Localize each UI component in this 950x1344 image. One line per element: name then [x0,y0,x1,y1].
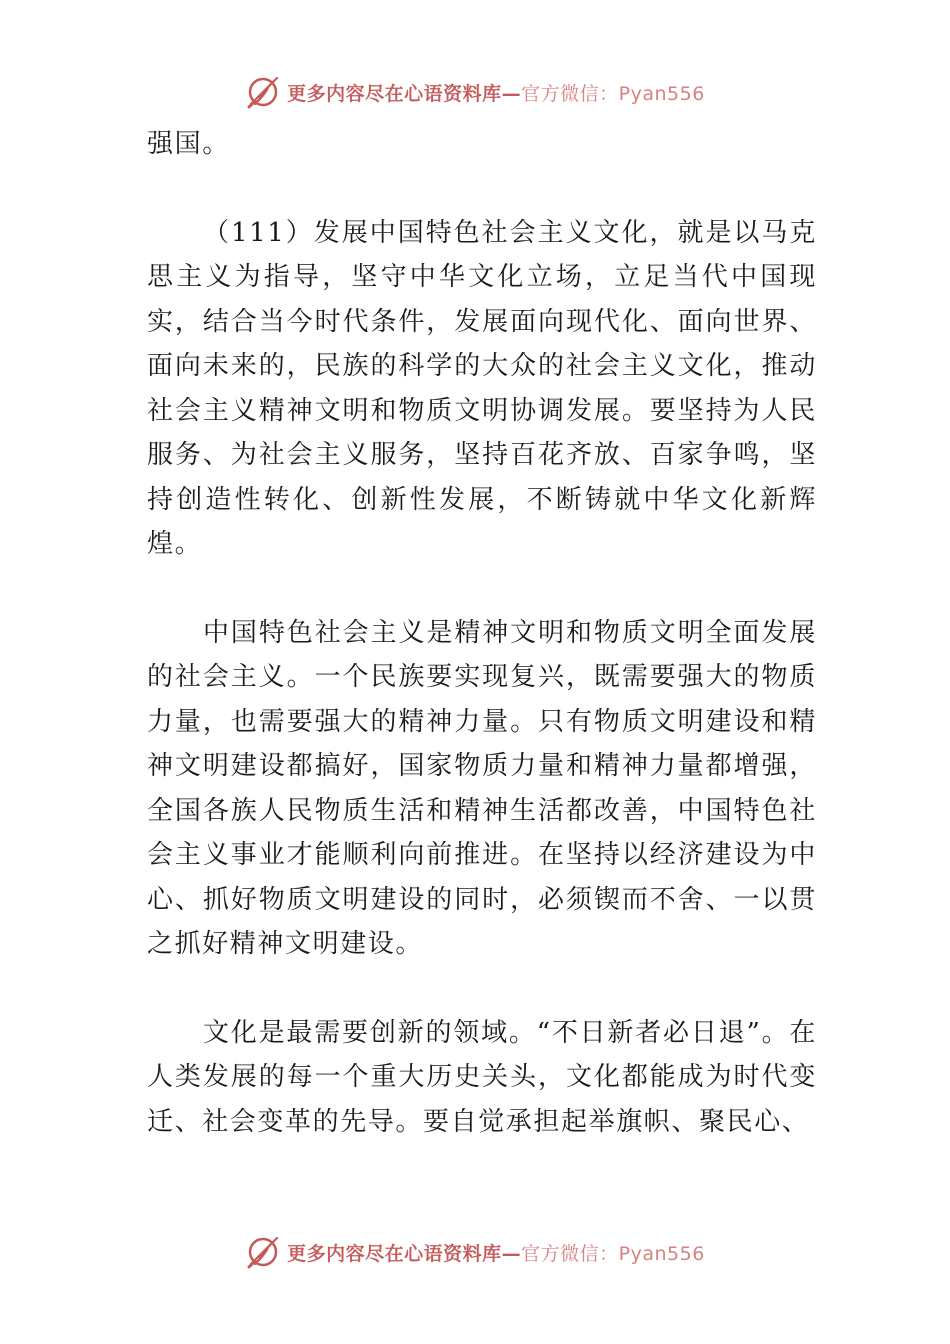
document-body [147,122,817,1144]
paragraph-culture-innovation: 文化是最需要创新的领域。“不日新者必日退”。在人类发展的每一个重大历史关头，文化都能成为时代变迁、社会变革的先导。要自觉承担起举旗帜、聚民心、 [147,1017,817,1137]
paragraph-continuation: 强国。 [147,129,230,159]
banner-text: 更多内容尽在心语资料库—官方微信：Pyan556 [287,82,705,105]
quill-seal-icon [245,74,281,110]
banner-text: 更多内容尽在心语资料库—官方微信：Pyan556 [287,1242,705,1265]
header-watermark-banner [0,72,950,112]
footer-watermark-banner [0,1232,950,1272]
quill-seal-icon [245,1234,281,1270]
paragraph-111: （111）发展中国特色社会主义文化，就是以马克思主义为指导，坚守中华文化立场，立足当代中国现实，结合当今时代条件，发展面向现代化、面向世界、面向未来的，民族的科学的大众的社会主义文化，推动社会主义精神文明和物质文明协调发展。要坚持为人民服务、为社会主义服务，坚持百花齐放、百家争鸣，坚持创造性转化、创新性发展，不断铸就中华文化新辉煌。 [147,217,817,559]
paragraph-spiritual-civilization: 中国特色社会主义是精神文明和物质文明全面发展的社会主义。一个民族要实现复兴，既需要强大的物质力量，也需要强大的精神力量。只有物质文明建设和精神文明建设都搞好，国家物质力量和精神力量都增强，全国各族人民物质生活和精神生活都改善，中国特色社会主义事业才能顺利向前推进。在坚持以经济建设为中心、抓好物质文明建设的同时，必须锲而不舍、一以贯之抓好精神文明建设。 [147,617,817,959]
